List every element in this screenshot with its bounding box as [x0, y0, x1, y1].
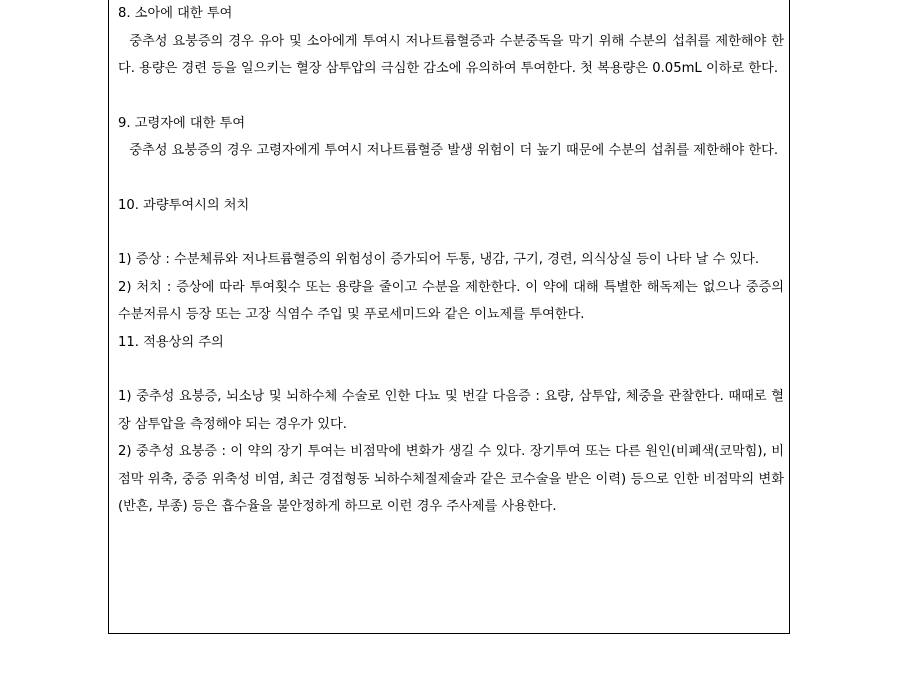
section-9-body: 중추성 요붕증의 경우 고령자에게 투여시 저나트륨혈증 발생 위험이 더 높기 때문에 수분의 섭취를 제한해야 한다.	[129, 143, 779, 158]
section-10-item-1: 1) 증상 : 수분체류와 저나트륨혈증의 위험성이 증가되어 두통, 냉감, 구기, 경련, 의식상실 등이 나타 날 수 있다.	[118, 252, 760, 267]
section-8-heading: 8. 소아에 대한 투여	[118, 6, 233, 21]
spacer	[118, 165, 784, 192]
spacer	[118, 356, 784, 383]
section-10-heading: 10. 과량투여시의 처치	[118, 197, 250, 213]
section-9-heading: 9. 고령자에 대한 투여	[118, 115, 246, 131]
spacer	[118, 219, 784, 246]
section-11-heading: 11. 적용상의 주의	[118, 334, 224, 350]
section-11-item-2: 2) 중추성 요붕증 : 이 약의 장기 투여는 비점막에 변화가 생길 수 있다. 장기투여 또는 다른 원인(비폐색(코막힘), 비점막 위축, 중증 위축성 비염, 최근 경접형동 뇌하수체절제술과 같은 코수술을 받은 이력) 등으로 인한 비점막의 변화(반흔, 부종) 등은 흡수율을 불안정하게 하므로 이런 경우 주사제를 사용한다.	[118, 444, 784, 514]
section-11-item-1: 1) 중추성 요붕증, 뇌소낭 및 뇌하수체 수술로 인한 다뇨 및 번갈 다음증 : 요량, 삼투압, 체중을 관찰한다. 때때로 혈장 삼투압을 측정해야 되는 경우가 있다.	[118, 389, 784, 432]
section-8-body: 중추성 요붕증의 경우 유아 및 소아에게 투여시 저나트륨혈증과 수분중독을 막기 위해 수분의 섭취를 제한해야 한다. 용량은 경련 등을 일으키는 혈장 삼투압의 극심한 감소에 유의하여 투여한다. 첫 복용량은 0.05mL 이하로 한다.	[118, 33, 784, 76]
document-text-body	[118, 0, 784, 521]
spacer	[118, 83, 784, 110]
section-10-item-2: 2) 처치 : 증상에 따라 투여횟수 또는 용량을 줄이고 수분을 제한한다. 이 약에 대해 특별한 해독제는 없으나 중증의 수분저류시 등장 또는 고장 식염수 주입 및 푸로세미드와 같은 이뇨제를 투여한다.	[118, 279, 784, 322]
